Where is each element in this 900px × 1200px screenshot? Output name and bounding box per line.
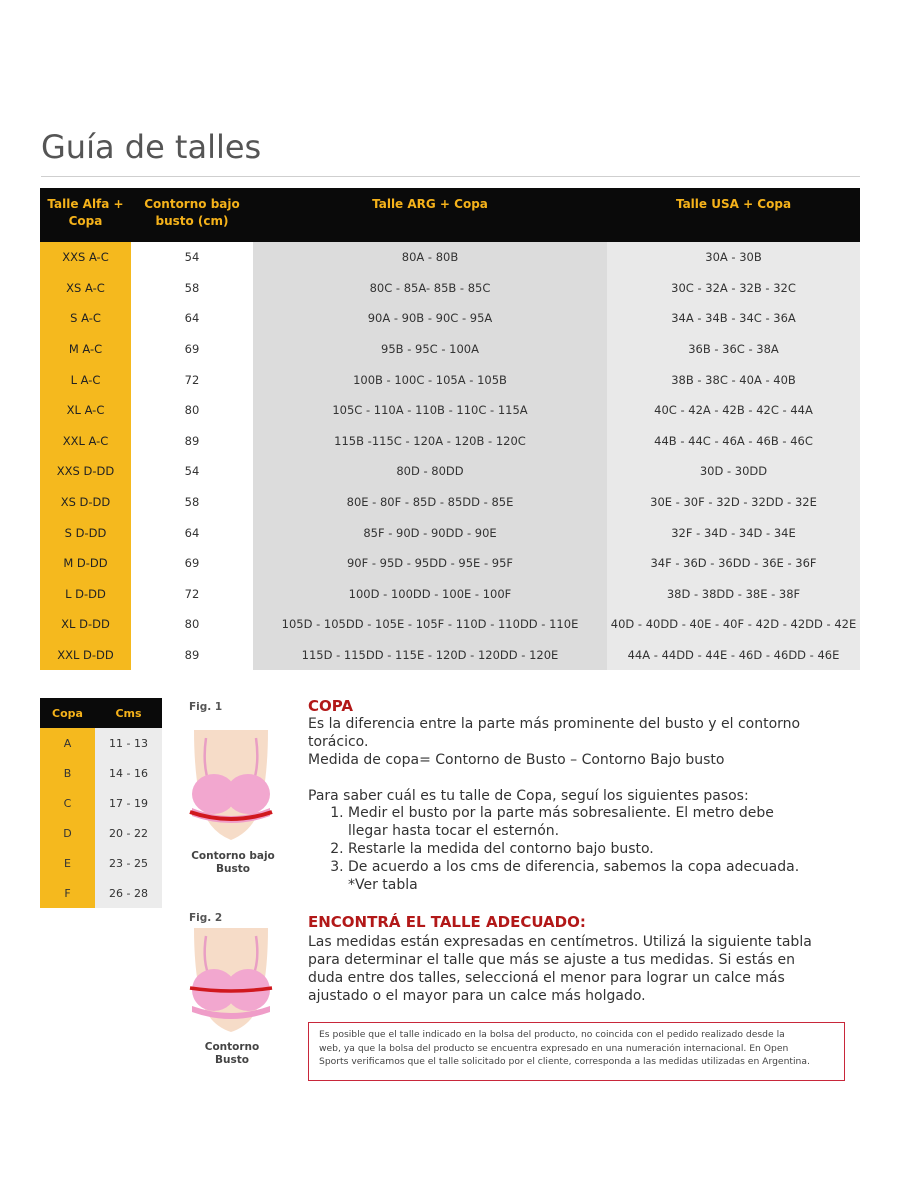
talle-arg-cell: 90F - 95D - 95DD - 95E - 95F — [253, 548, 607, 579]
contorno-cell: 64 — [131, 517, 253, 548]
copa-heading: COPA — [308, 697, 353, 715]
table-row — [40, 758, 162, 788]
step-item — [348, 804, 900, 840]
table-row — [40, 818, 162, 848]
contorno-cell: 69 — [131, 548, 253, 579]
column-header-talle-alfa: Talle Alfa + Copa — [40, 188, 131, 242]
talle-arg-cell: 80D - 80DD — [253, 456, 607, 487]
talle-alfa-cell: XXL A-C — [40, 426, 131, 457]
table-row — [40, 788, 162, 818]
talle-arg-cell: 90A - 90B - 90C - 95A — [253, 303, 607, 334]
size-guide-table — [40, 188, 860, 670]
table-row — [40, 878, 162, 908]
contorno-cell: 89 — [131, 426, 253, 457]
talle-alfa-cell: XS D-DD — [40, 487, 131, 518]
column-header-contorno: Contorno bajo busto (cm) — [131, 188, 253, 242]
talle-alfa-cell: XL A-C — [40, 395, 131, 426]
table-row — [40, 456, 860, 487]
talle-alfa-cell: L A-C — [40, 364, 131, 395]
copa-line: Medida de copa= Contorno de Busto – Contorno Bajo busto — [308, 752, 725, 768]
table-row — [40, 517, 860, 548]
talle-alfa-cell: XXL D-DD — [40, 640, 131, 671]
talle-arg-cell: 105C - 110A - 110B - 110C - 115A — [253, 395, 607, 426]
notice-line: Sports verificamos que el talle solicitado por el cliente, corresponda a las medidas utilizadas en Argentina. — [319, 1056, 810, 1067]
talle-usa-cell: 38D - 38DD - 38E - 38F — [607, 579, 860, 610]
cms-cell: 14 - 16 — [95, 758, 162, 788]
bra-underbust-illustration — [186, 730, 276, 842]
talle-line: ajustado o el mayor para un calce más holgado. — [308, 988, 646, 1004]
fig1-caption — [188, 850, 278, 876]
contorno-cell: 58 — [131, 273, 253, 304]
copa-cell: E — [40, 848, 95, 878]
contorno-cell: 58 — [131, 487, 253, 518]
talle-arg-cell: 105D - 105DD - 105E - 105F - 110D - 110DD - 110E — [253, 609, 607, 640]
step-item — [348, 840, 900, 858]
contorno-cell: 80 — [131, 609, 253, 640]
talle-alfa-cell: M D-DD — [40, 548, 131, 579]
table-row — [40, 609, 860, 640]
table-row — [40, 273, 860, 304]
talle-alfa-cell: S A-C — [40, 303, 131, 334]
talle-arg-cell: 95B - 95C - 100A — [253, 334, 607, 365]
talle-arg-cell: 80C - 85A- 85B - 85C — [253, 273, 607, 304]
copa-table — [40, 698, 162, 908]
table-row — [40, 848, 162, 878]
talle-usa-cell: 30C - 32A - 32B - 32C — [607, 273, 860, 304]
contorno-cell: 69 — [131, 334, 253, 365]
step-text: llegar hasta tocar el esternón. — [348, 823, 560, 839]
copa-steps-list — [308, 804, 900, 894]
contorno-cell: 72 — [131, 579, 253, 610]
cms-cell: 17 - 19 — [95, 788, 162, 818]
table-row — [40, 426, 860, 457]
talle-heading: ENCONTRÁ EL TALLE ADECUADO: — [308, 913, 586, 931]
size-table-header-row — [40, 188, 860, 242]
copa-cell: D — [40, 818, 95, 848]
contorno-cell: 80 — [131, 395, 253, 426]
notice-line: Es posible que el talle indicado en la bolsa del producto, no coincida con el pedido realizado desde la — [319, 1029, 785, 1040]
talle-alfa-cell: XXS D-DD — [40, 456, 131, 487]
notice-line: web, ya que la bolsa del producto se encuentra expresado en una numeración internacional. En Open — [319, 1042, 789, 1054]
contorno-cell: 64 — [131, 303, 253, 334]
cms-cell: 23 - 25 — [95, 848, 162, 878]
step-text: Medir el busto por la parte más sobresaliente. El metro debe — [348, 805, 774, 821]
bra-bust-illustration — [186, 928, 276, 1034]
table-row — [40, 303, 860, 334]
talle-alfa-cell: XXS A-C — [40, 242, 131, 273]
table-row — [40, 640, 860, 671]
copa-table-header-row — [40, 698, 162, 728]
page-title: Guía de talles — [41, 128, 262, 166]
talle-usa-cell: 30D - 30DD — [607, 456, 860, 487]
talle-usa-cell: 36B - 36C - 38A — [607, 334, 860, 365]
column-header-talle-usa: Talle USA + Copa — [607, 188, 860, 242]
talle-arg-cell: 115D - 115DD - 115E - 120D - 120DD - 120E — [253, 640, 607, 671]
talle-usa-cell: 32F - 34D - 34D - 34E — [607, 517, 860, 548]
copa-steps-intro: Para saber cuál es tu talle de Copa, seguí los siguientes pasos: — [308, 788, 749, 804]
table-row — [40, 242, 860, 273]
table-row — [40, 395, 860, 426]
talle-arg-cell: 85F - 90D - 90DD - 90E — [253, 517, 607, 548]
fig2-caption: Contorno Busto — [204, 1041, 260, 1066]
copa-cell: B — [40, 758, 95, 788]
copa-line: Es la diferencia entre la parte más prominente del busto y el contorno — [308, 716, 801, 732]
talle-alfa-cell: M A-C — [40, 334, 131, 365]
copa-cell: A — [40, 728, 95, 758]
table-row — [40, 487, 860, 518]
talle-arg-cell: 115B -115C - 120A - 120B - 120C — [253, 426, 607, 457]
talle-usa-cell: 40C - 42A - 42B - 42C - 44A — [607, 395, 860, 426]
column-header-talle-arg: Talle ARG + Copa — [253, 188, 607, 242]
talle-alfa-cell: S D-DD — [40, 517, 131, 548]
column-header-copa: Copa — [40, 698, 95, 728]
talle-usa-cell: 34A - 34B - 34C - 36A — [607, 303, 860, 334]
contorno-cell: 72 — [131, 364, 253, 395]
contorno-cell: 89 — [131, 640, 253, 671]
table-row — [40, 579, 860, 610]
table-row — [40, 364, 860, 395]
talle-usa-cell: 40D - 40DD - 40E - 40F - 42D - 42DD - 42E — [607, 609, 860, 640]
title-divider — [41, 176, 860, 177]
cms-cell: 20 - 22 — [95, 818, 162, 848]
talle-alfa-cell: L D-DD — [40, 579, 131, 610]
step-text: *Ver tabla — [348, 877, 418, 893]
talle-alfa-cell: XL D-DD — [40, 609, 131, 640]
talle-usa-cell: 38B - 38C - 40A - 40B — [607, 364, 860, 395]
talle-description — [308, 933, 878, 1005]
column-header-cms: Cms — [95, 698, 162, 728]
talle-line: duda entre dos talles, seleccioná el menor para lograr un calce más — [308, 970, 785, 986]
talle-usa-cell: 30A - 30B — [607, 242, 860, 273]
step-text: De acuerdo a los cms de diferencia, sabemos la copa adecuada. — [348, 859, 800, 875]
contorno-cell: 54 — [131, 242, 253, 273]
copa-line: torácico. — [308, 734, 369, 750]
talle-usa-cell: 34F - 36D - 36DD - 36E - 36F — [607, 548, 860, 579]
copa-cell: C — [40, 788, 95, 818]
talle-arg-cell: 100D - 100DD - 100E - 100F — [253, 579, 607, 610]
fig1-caption-line1: Contorno bajo — [191, 850, 275, 862]
cms-cell: 26 - 28 — [95, 878, 162, 908]
talle-usa-cell: 44A - 44DD - 44E - 46D - 46DD - 46E — [607, 640, 860, 671]
talle-arg-cell: 80E - 80F - 85D - 85DD - 85E — [253, 487, 607, 518]
fig1-caption-line2: Busto — [216, 863, 250, 875]
copa-cell: F — [40, 878, 95, 908]
talle-line: para determinar el talle que más se ajuste a tus medidas. Si estás en — [308, 952, 795, 968]
talle-usa-cell: 30E - 30F - 32D - 32DD - 32E — [607, 487, 860, 518]
copa-description — [308, 715, 878, 769]
fig1-label: Fig. 1 — [189, 701, 223, 713]
talle-usa-cell: 44B - 44C - 46A - 46B - 46C — [607, 426, 860, 457]
table-row — [40, 728, 162, 758]
step-text: Restarle la medida del contorno bajo busto. — [348, 841, 654, 857]
cms-cell: 11 - 13 — [95, 728, 162, 758]
talle-arg-cell: 80A - 80B — [253, 242, 607, 273]
step-item — [348, 858, 900, 894]
contorno-cell: 54 — [131, 456, 253, 487]
talle-arg-cell: 100B - 100C - 105A - 105B — [253, 364, 607, 395]
fig2-label: Fig. 2 — [189, 912, 223, 924]
talle-line: Las medidas están expresadas en centímetros. Utilizá la siguiente tabla — [308, 934, 812, 950]
table-row — [40, 548, 860, 579]
size-notice-box — [308, 1022, 845, 1081]
talle-alfa-cell: XS A-C — [40, 273, 131, 304]
table-row — [40, 334, 860, 365]
